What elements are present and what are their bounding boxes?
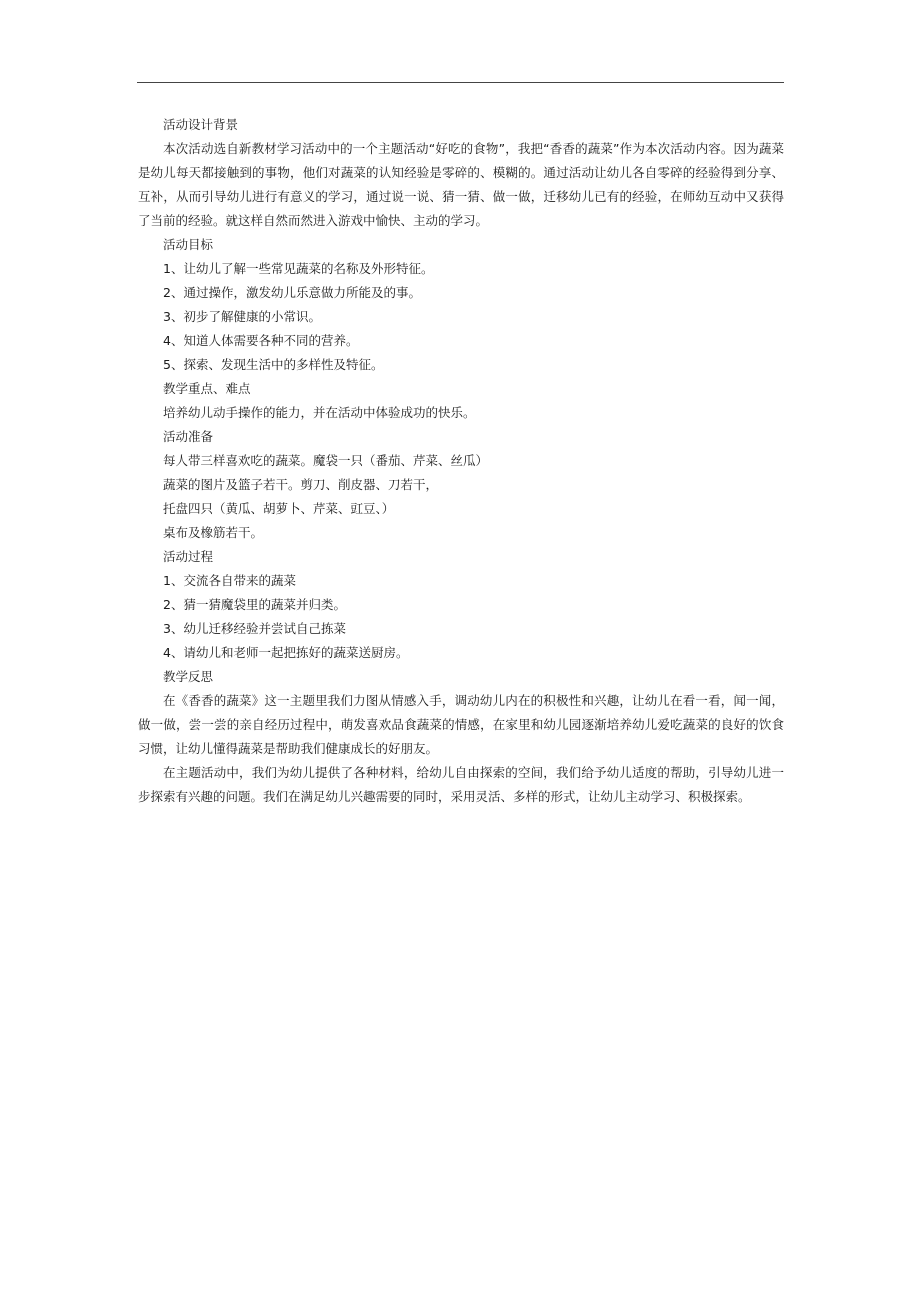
goal-item: 1、让幼儿了解一些常见蔬菜的名称及外形特征。 [163, 261, 434, 276]
section-heading-reflection: 教学反思 [163, 669, 214, 684]
section-heading-preparation: 活动准备 [163, 429, 214, 444]
prep-item: 蔬菜的图片及篮子若干。剪刀、削皮器、刀若干， [163, 477, 439, 492]
section-heading-background: 活动设计背景 [163, 117, 239, 132]
section-heading-focus: 教学重点、难点 [163, 381, 251, 396]
prep-item: 每人带三样喜欢吃的蔬菜。魔袋一只（番茄、芹菜、丝瓜） [163, 453, 489, 468]
process-step: 3、幼儿迁移经验并尝试自己拣菜 [163, 621, 346, 636]
process-step: 1、交流各自带来的蔬菜 [163, 573, 296, 588]
reflection-paragraph: 在《香香的蔬菜》这一主题里我们力图从情感入手，调动幼儿内在的积极性和兴趣，让幼儿在看一看，闻一闻，做一做，尝一尝的亲自经历过程中，萌发喜欢品食蔬菜的情感，在家里和幼儿园逐渐培养幼儿爱吃蔬菜的良好的饮食习惯，让幼儿懂得蔬菜是帮助我们健康成长的好朋友。 [138, 693, 784, 756]
section-heading-process: 活动过程 [163, 549, 214, 564]
process-step: 4、请幼儿和老师一起把拣好的蔬菜送厨房。 [163, 645, 409, 660]
focus-text: 培养幼儿动手操作的能力，并在活动中体验成功的快乐。 [163, 405, 476, 420]
goal-item: 3、初步了解健康的小常识。 [163, 309, 321, 324]
document-body [138, 113, 784, 809]
process-step: 2、猜一猜魔袋里的蔬菜并归类。 [163, 597, 346, 612]
background-paragraph: 本次活动选自新教材学习活动中的一个主题活动“好吃的食物”，我把“香香的蔬菜”作为本次活动内容。因为蔬菜是幼儿每天都接触到的事物，他们对蔬菜的认知经验是零碎的、模糊的。通过活动让幼儿各自零碎的经验得到分享、互补，从而引导幼儿进行有意义的学习，通过说一说、猜一猜、做一做，迁移幼儿已有的经验，在师幼互动中又获得了当前的经验。就这样自然而然进入游戏中愉快、主动的学习。 [138, 141, 784, 228]
goal-item: 4、知道人体需要各种不同的营养。 [163, 333, 359, 348]
section-heading-goals: 活动目标 [163, 237, 214, 252]
goal-item: 5、探索、发现生活中的多样性及特征。 [163, 357, 384, 372]
prep-item: 桌布及橡筋若干。 [163, 525, 264, 540]
goal-item: 2、通过操作，激发幼儿乐意做力所能及的事。 [163, 285, 421, 300]
reflection-paragraph: 在主题活动中，我们为幼儿提供了各种材料，给幼儿自由探索的空间，我们给予幼儿适度的帮助，引导幼儿进一步探索有兴趣的问题。我们在满足幼儿兴趣需要的同时，采用灵活、多样的形式，让幼儿主动学习、积极探索。 [138, 765, 784, 804]
header-rule [137, 82, 784, 83]
prep-item: 托盘四只（黄瓜、胡萝卜、芹菜、豇豆、） [163, 501, 395, 516]
